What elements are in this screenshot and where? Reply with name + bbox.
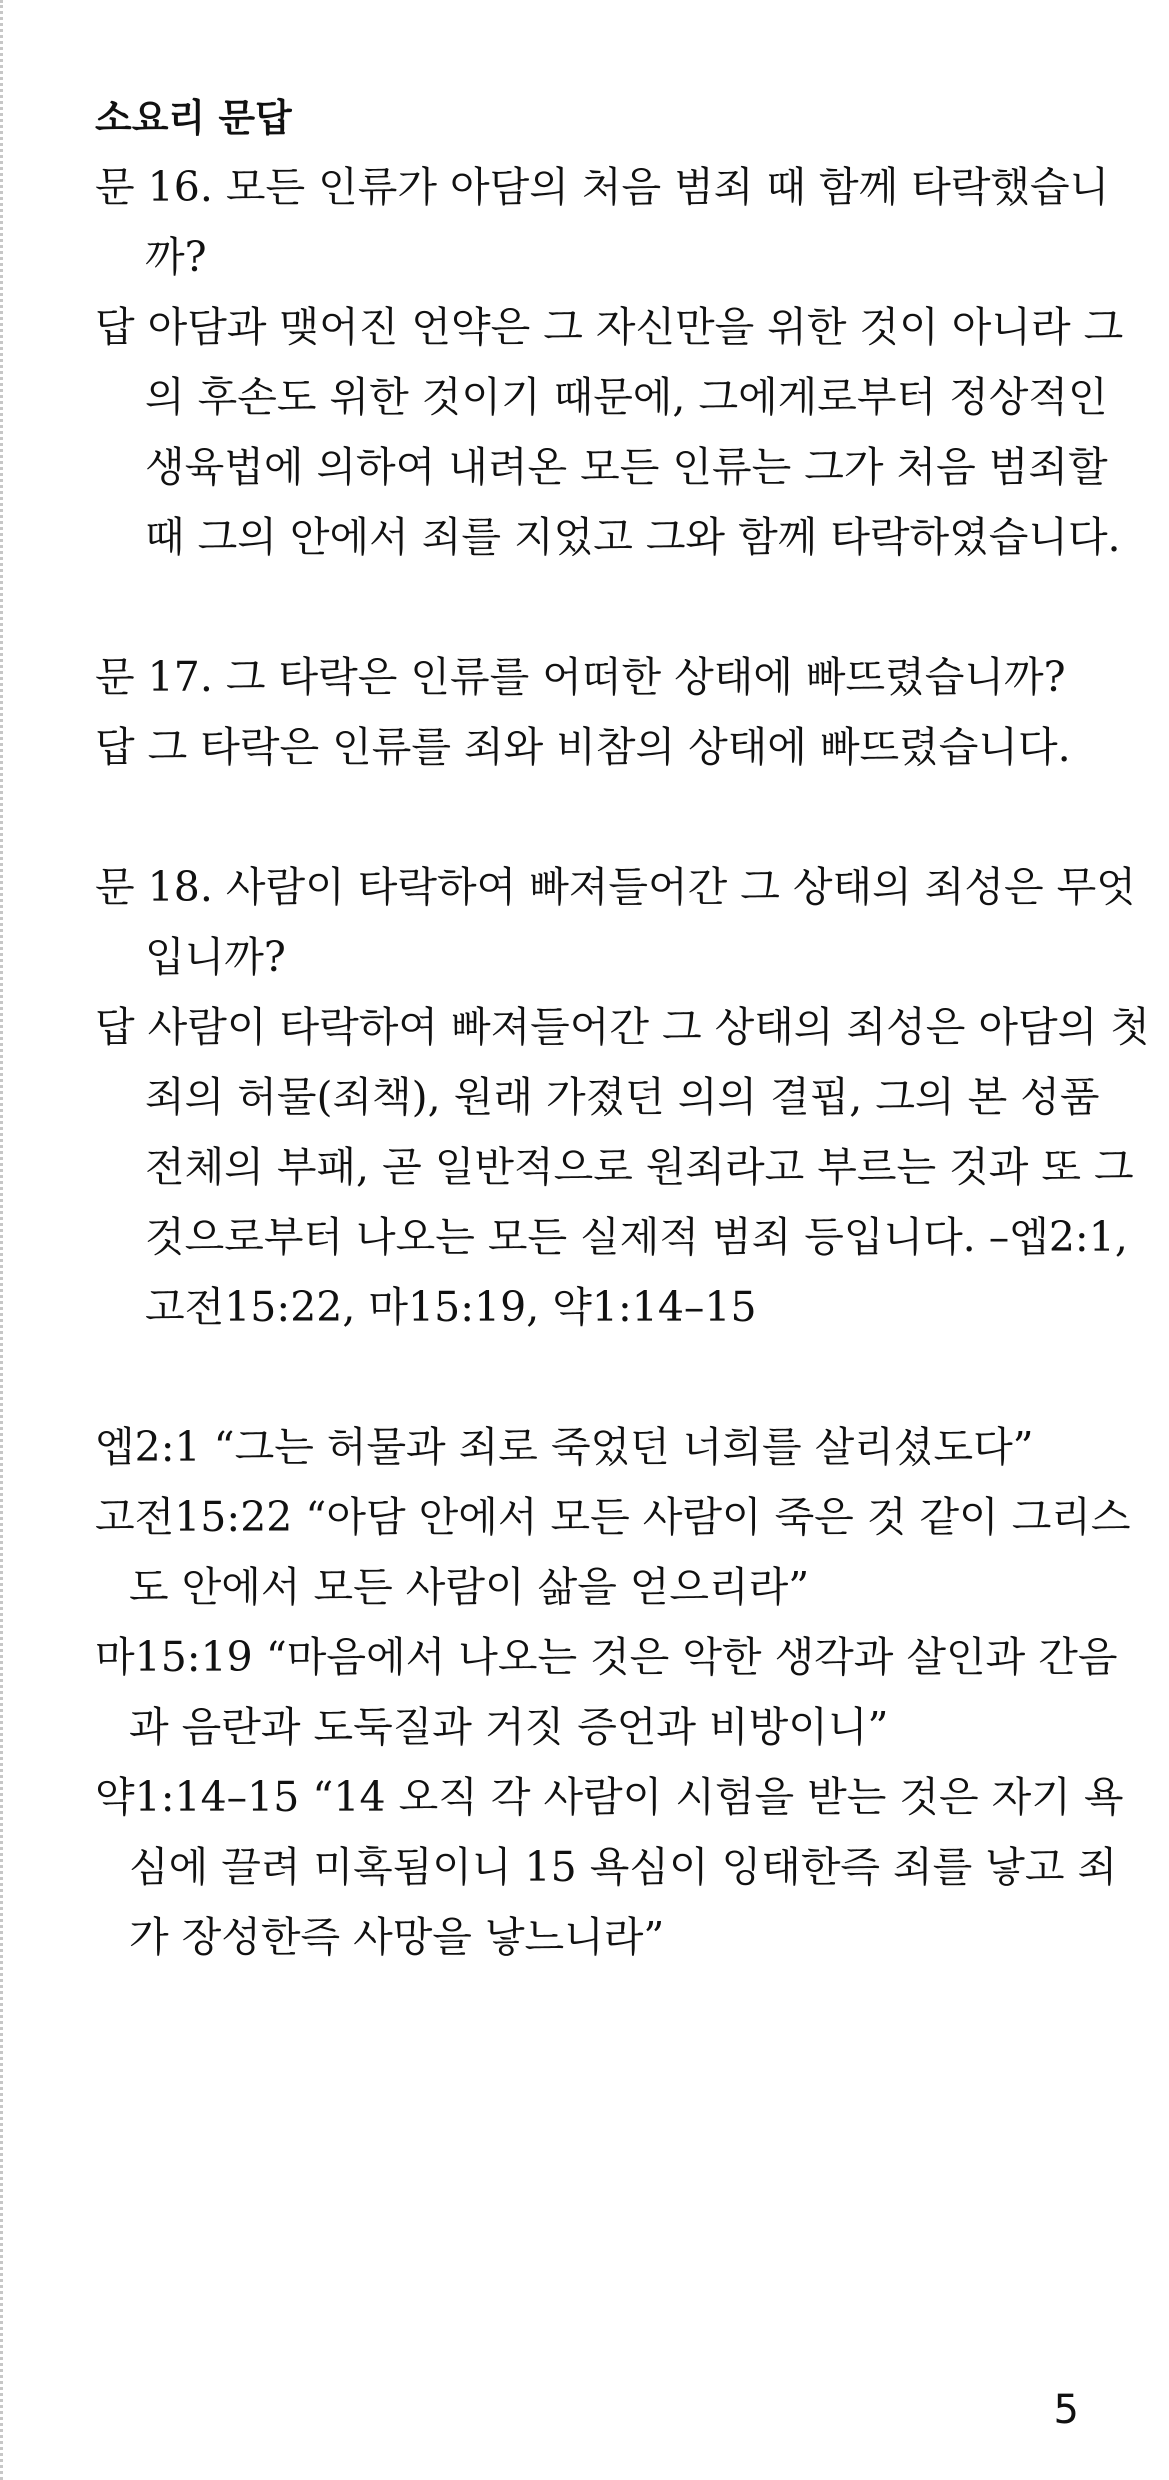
answer-16 <box>95 292 1124 572</box>
verse-text: 도 안에서 모든 사람이 삶을 얻으리라” <box>129 1563 810 1611</box>
verse-reference: 약1:14–15 <box>95 1773 300 1821</box>
verse-text: “마음에서 나오는 것은 악한 생각과 살인과 간음 <box>265 1633 1118 1681</box>
page-number: 5 <box>1053 2387 1079 2433</box>
document-content <box>95 84 1150 1972</box>
verse-text: “아담 안에서 모든 사람이 죽은 것 같이 그리스 <box>305 1493 1131 1541</box>
verse-text: 과 음란과 도둑질과 거짓 증언과 비방이니” <box>129 1703 889 1751</box>
answer-text: 것으로부터 나오는 모든 실제적 범죄 등입니다. –엡2:1, <box>145 1213 1128 1261</box>
question-text: 까? <box>145 233 207 281</box>
question-label: 문 <box>95 163 135 211</box>
verse-text: 가 장성한즉 사망을 낳느니라” <box>129 1913 665 1961</box>
answer-text: 의 후손도 위한 것이기 때문에, 그에게로부터 정상적인 <box>145 373 1108 421</box>
answer-text: 때 그의 안에서 죄를 지었고 그와 함께 타락하였습니다. <box>145 513 1121 561</box>
verse-text: “그는 허물과 죄로 죽었던 너희를 살리셨도다” <box>213 1423 1034 1471</box>
question-text: 입니까? <box>145 933 286 981</box>
answer-text: 죄의 허물(죄책), 원래 가졌던 의의 결핍, 그의 본 성품 <box>145 1073 1100 1121</box>
answer-text: 아담과 맺어진 언약은 그 자신만을 위한 것이 아니라 그 <box>147 303 1124 351</box>
answer-text: 생육법에 의하여 내려온 모든 인류는 그가 처음 범죄할 <box>145 443 1108 491</box>
verse-matthew <box>95 1622 1118 1762</box>
question-label: 문 <box>95 863 135 911</box>
answer-text: 고전15:22, 마15:19, 약1:14–15 <box>145 1283 757 1331</box>
answer-17 <box>95 712 1090 782</box>
answer-18 <box>95 992 1150 1342</box>
section-gap <box>95 1342 1090 1412</box>
verse-james <box>95 1762 1124 1972</box>
verse-text: “14 오직 각 사람이 시험을 받는 것은 자기 욕 <box>312 1773 1124 1821</box>
verse-ephesians <box>95 1412 1090 1482</box>
answer-text: 그 타락은 인류를 죄와 비참의 상태에 빠뜨렸습니다. <box>147 723 1071 771</box>
section-gap <box>95 782 1090 852</box>
answer-label: 답 <box>95 723 135 771</box>
question-18 <box>95 852 1136 992</box>
verse-reference: 마15:19 <box>95 1633 253 1681</box>
answer-text: 사람이 타락하여 빠져들어간 그 상태의 죄성은 아담의 첫 <box>147 1003 1150 1051</box>
question-text: 16. 모든 인류가 아담의 처음 범죄 때 함께 타락했습니 <box>147 163 1110 211</box>
verse-reference: 고전15:22 <box>95 1493 293 1541</box>
answer-text: 전체의 부패, 곧 일반적으로 원죄라고 부르는 것과 또 그 <box>145 1143 1134 1191</box>
question-label: 문 <box>95 653 135 701</box>
question-text: 18. 사람이 타락하여 빠져들어간 그 상태의 죄성은 무엇 <box>147 863 1136 911</box>
question-text: 17. 그 타락은 인류를 어떠한 상태에 빠뜨렸습니까? <box>147 653 1066 701</box>
verse-corinthians <box>95 1482 1131 1622</box>
section-gap <box>95 572 1090 642</box>
answer-label: 답 <box>95 1003 135 1051</box>
section-title: 소요리 문답 <box>95 95 292 140</box>
verse-text: 심에 끌려 미혹됨이니 15 욕심이 잉태한즉 죄를 낳고 죄 <box>129 1843 1118 1891</box>
question-17 <box>95 642 1090 712</box>
question-16 <box>95 152 1110 292</box>
verse-reference: 엡2:1 <box>95 1423 201 1471</box>
answer-label: 답 <box>95 303 135 351</box>
